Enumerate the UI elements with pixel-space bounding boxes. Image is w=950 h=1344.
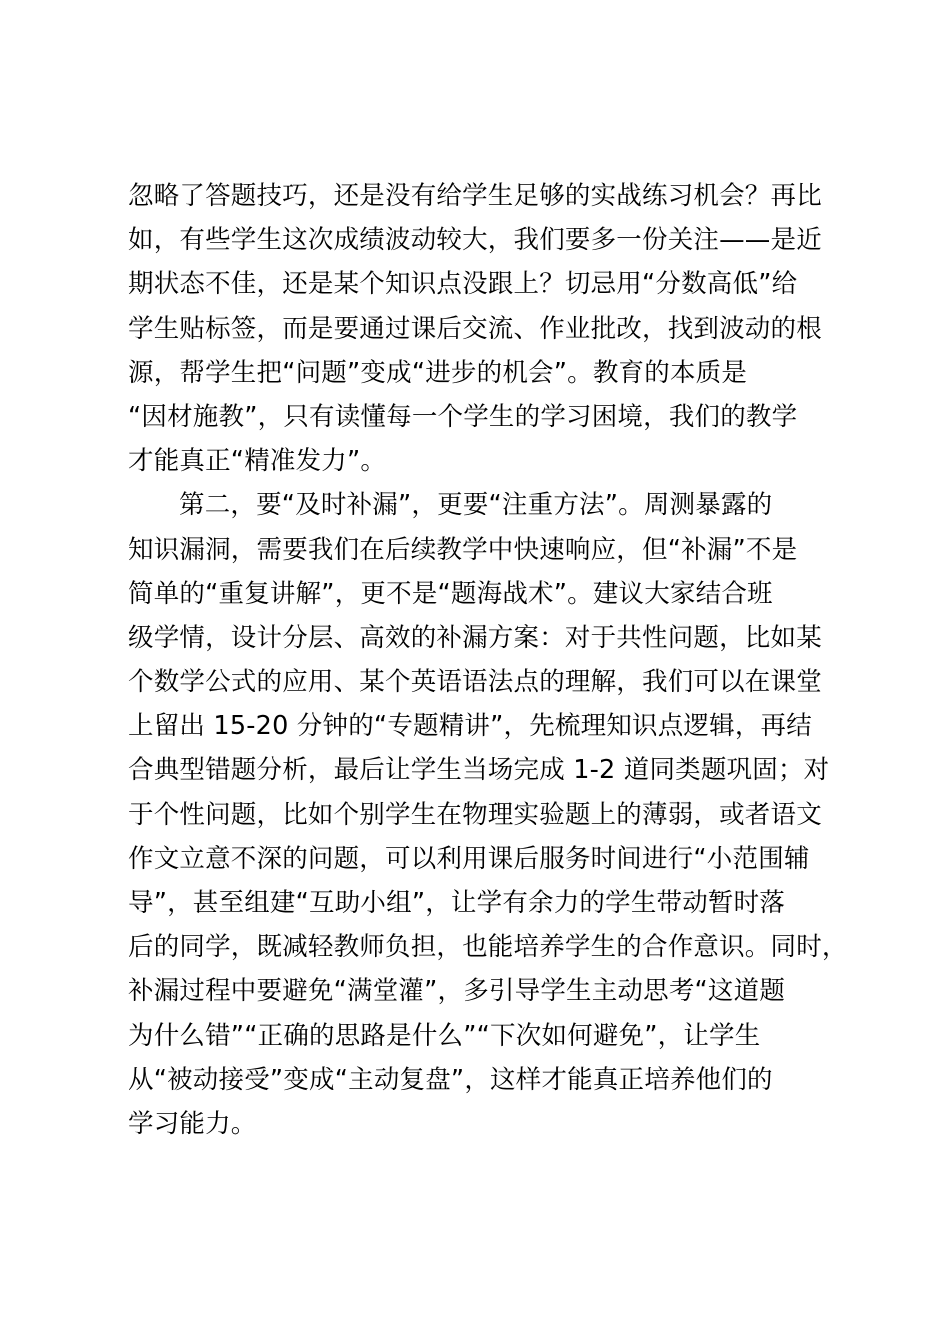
paragraph-1-line: 学生贴标签，而是要通过课后交流、作业批改，找到波动的根	[128, 313, 822, 344]
paragraph-2-line: 知识漏洞，需要我们在后续教学中快速响应，但“补漏”不是	[128, 534, 798, 565]
paragraph-2-line: 导”，甚至组建“互助小组”，让学有余力的学生带动暂时落	[128, 888, 786, 918]
paragraph-1-line: 忽略了答题技巧，还是没有给学生足够的实战练习机会？再比	[128, 181, 822, 211]
paragraph-2-line: 后的同学，既减轻教师负担，也能培养学生的合作意识。同时，	[128, 932, 848, 963]
paragraph-2-line: 个数学公式的应用、某个英语语法点的理解，我们可以在课堂	[128, 667, 822, 698]
paragraph-2-line: 作文立意不深的问题，可以利用课后服务时间进行“小范围辅	[128, 843, 810, 874]
paragraph-2-line: 为什么错”“正确的思路是什么”“下次如何避免”，让学生	[128, 1020, 761, 1051]
paragraph-1-line: 才能真正“精准发力”。	[128, 446, 387, 477]
paragraph-1-line: 源，帮学生把“问题”变成“进步的机会”。教育的本质是	[128, 357, 748, 388]
paragraph-2	[128, 483, 848, 1146]
paragraph-2-line: 补漏过程中要避免“满堂灌”，多引导学生主动思考“这道题	[128, 976, 786, 1007]
paragraph-2-line: 合典型错题分析，最后让学生当场完成 1-2 道同类题巩固；对	[128, 755, 830, 786]
paragraph-1-line: “因材施教”，只有读懂每一个学生的学习困境，我们的教学	[128, 401, 798, 432]
paragraph-2-line: 级学情，设计分层、高效的补漏方案：对于共性问题，比如某	[128, 622, 822, 653]
paragraph-2-line: 于个性问题，比如个别学生在物理实验题上的薄弱，或者语文	[128, 799, 822, 830]
paragraph-2-line: 学习能力。	[128, 1108, 257, 1139]
paragraph-2-line: 简单的“重复讲解”，更不是“题海战术”。建议大家结合班	[128, 578, 773, 609]
paragraph-1-line: 如，有些学生这次成绩波动较大，我们要多一份关注——是近	[128, 225, 822, 256]
paragraph-2-line: 从“被动接受”变成“主动复盘”，这样才能真正培养他们的	[128, 1064, 773, 1095]
paragraph-2-first-line: 第二，要“及时补漏”，更要“注重方法”。周测暴露的	[179, 490, 773, 521]
paragraph-1	[128, 174, 838, 483]
paragraph-1-line: 期状态不佳，还是某个知识点没跟上？切忌用“分数高低”给	[128, 269, 798, 300]
paragraph-2-line: 上留出 15-20 分钟的“专题精讲”，先梳理知识点逻辑，再结	[128, 711, 812, 742]
document-body	[128, 174, 848, 1146]
